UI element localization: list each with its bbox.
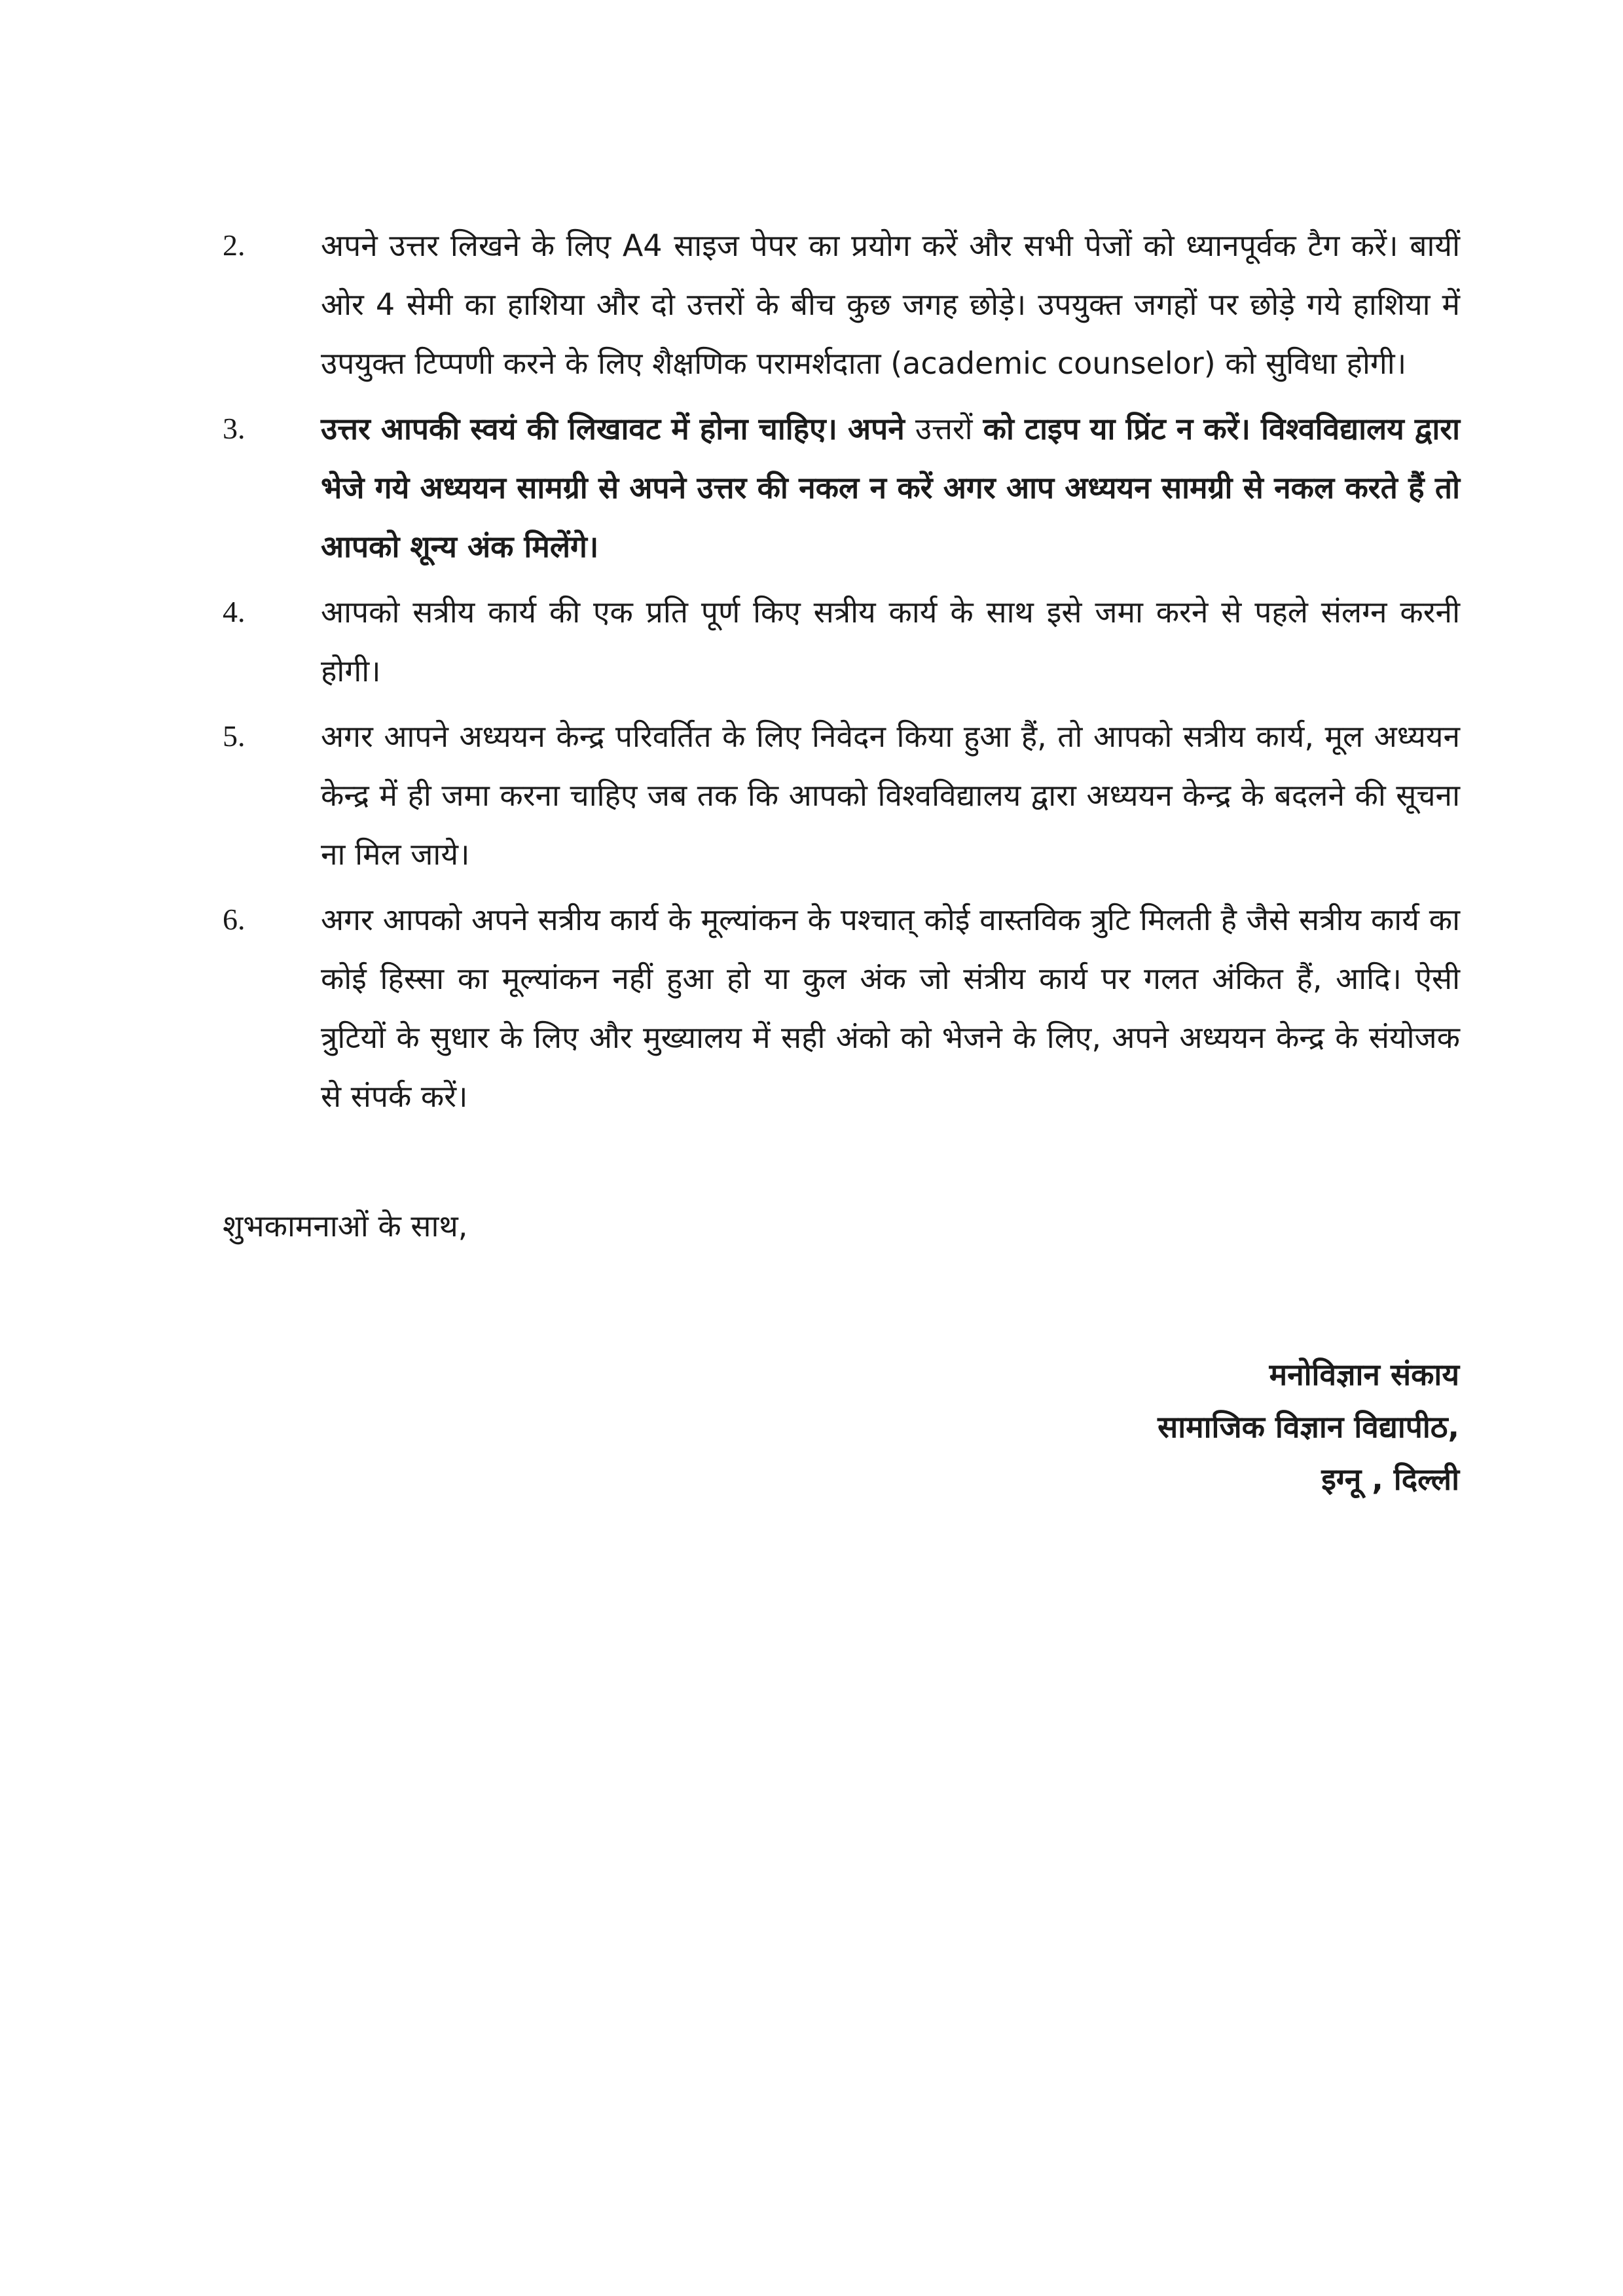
instruction-item-4 bbox=[223, 583, 1460, 700]
instruction-item-5 bbox=[223, 707, 1460, 884]
instruction-item-3 bbox=[223, 399, 1460, 576]
item-text: अगर आपको अपने सत्रीय कार्य के मूल्यांकन के पश्चात् कोई वास्तविक त्रुटि मिलती है जैसे सत्रीय कार्य का कोई हिस्सा का मूल्यांकन नहीं हुआ हो या कुल अंक जो संत्रीय कार्य पर गलत अंकित हैं, आदि। ऐसी त्रुटियों के सुधार के लिए और मुख्यालय में सही अंको को भेजने के लिए, अपने अध्ययन केन्द्र के संयोजक से संपर्क करें। bbox=[321, 902, 1460, 1114]
item-number: 4. bbox=[223, 595, 246, 628]
item-text-bold: उत्तर आपकी स्वयं की लिखावट में होना चाहिए। अपने bbox=[321, 411, 915, 446]
item-number: 3. bbox=[223, 412, 246, 445]
instruction-item-6 bbox=[223, 890, 1460, 1126]
signature-school: सामाजिक विज्ञान विद्यापीठ, bbox=[1158, 1409, 1459, 1444]
item-text-normal: उत्तरों bbox=[915, 411, 973, 446]
item-text-bold: को टाइप या प्रिंट न करें। विश्वविद्यालय द्वारा भेजे गये अध्ययन सामग्री से अपने उत्तर की नकल न करें अगर आप अध्ययन सामग्री से नकल करते हैं तो आपको शून्य अंक मिलेंगे। bbox=[321, 411, 1460, 564]
instruction-item-2 bbox=[223, 216, 1460, 393]
instruction-list bbox=[223, 216, 1460, 1132]
item-number: 2. bbox=[223, 228, 246, 262]
item-text: अगर आपने अध्ययन केन्द्र परिवर्तित के लिए निवेदन किया हुआ हैं, तो आपको सत्रीय कार्य, मूल अध्ययन केन्द्र में ही जमा करना चाहिए जब तक कि आपको विश्वविद्यालय द्वारा अध्ययन केन्द्र के बदलने की सूचना ना मिल जाये। bbox=[321, 719, 1460, 872]
item-number: 5. bbox=[223, 719, 246, 753]
signature-block bbox=[1158, 1348, 1459, 1505]
item-number: 6. bbox=[223, 903, 246, 936]
item-text bbox=[321, 399, 1460, 576]
item-text: आपको सत्रीय कार्य की एक प्रति पूर्ण किए सत्रीय कार्य के साथ इसे जमा करने से पहले संलग्न करनी होगी। bbox=[321, 594, 1460, 689]
signature-university: इग्नू , दिल्ली bbox=[1321, 1462, 1459, 1497]
item-text: अपने उत्तर लिखने के लिए A4 साइज पेपर का प्रयोग करें और सभी पेजों को ध्यानपूर्वक टैग करें। बायीं ओर 4 सेमी का हाशिया और दो उत्तरों के बीच कुछ जगह छोड़े। उपयुक्त जगहों पर छोड़े गये हाशिया में उपयुक्त टिप्पणी करने के लिए शैक्षणिक परामर्शदाता (academic counselor) को सुविधा होगी। bbox=[321, 228, 1460, 381]
closing-greeting: शुभकामनाओं के साथ, bbox=[223, 1208, 468, 1244]
signature-faculty: मनोविज्ञान संकाय bbox=[1269, 1357, 1459, 1392]
